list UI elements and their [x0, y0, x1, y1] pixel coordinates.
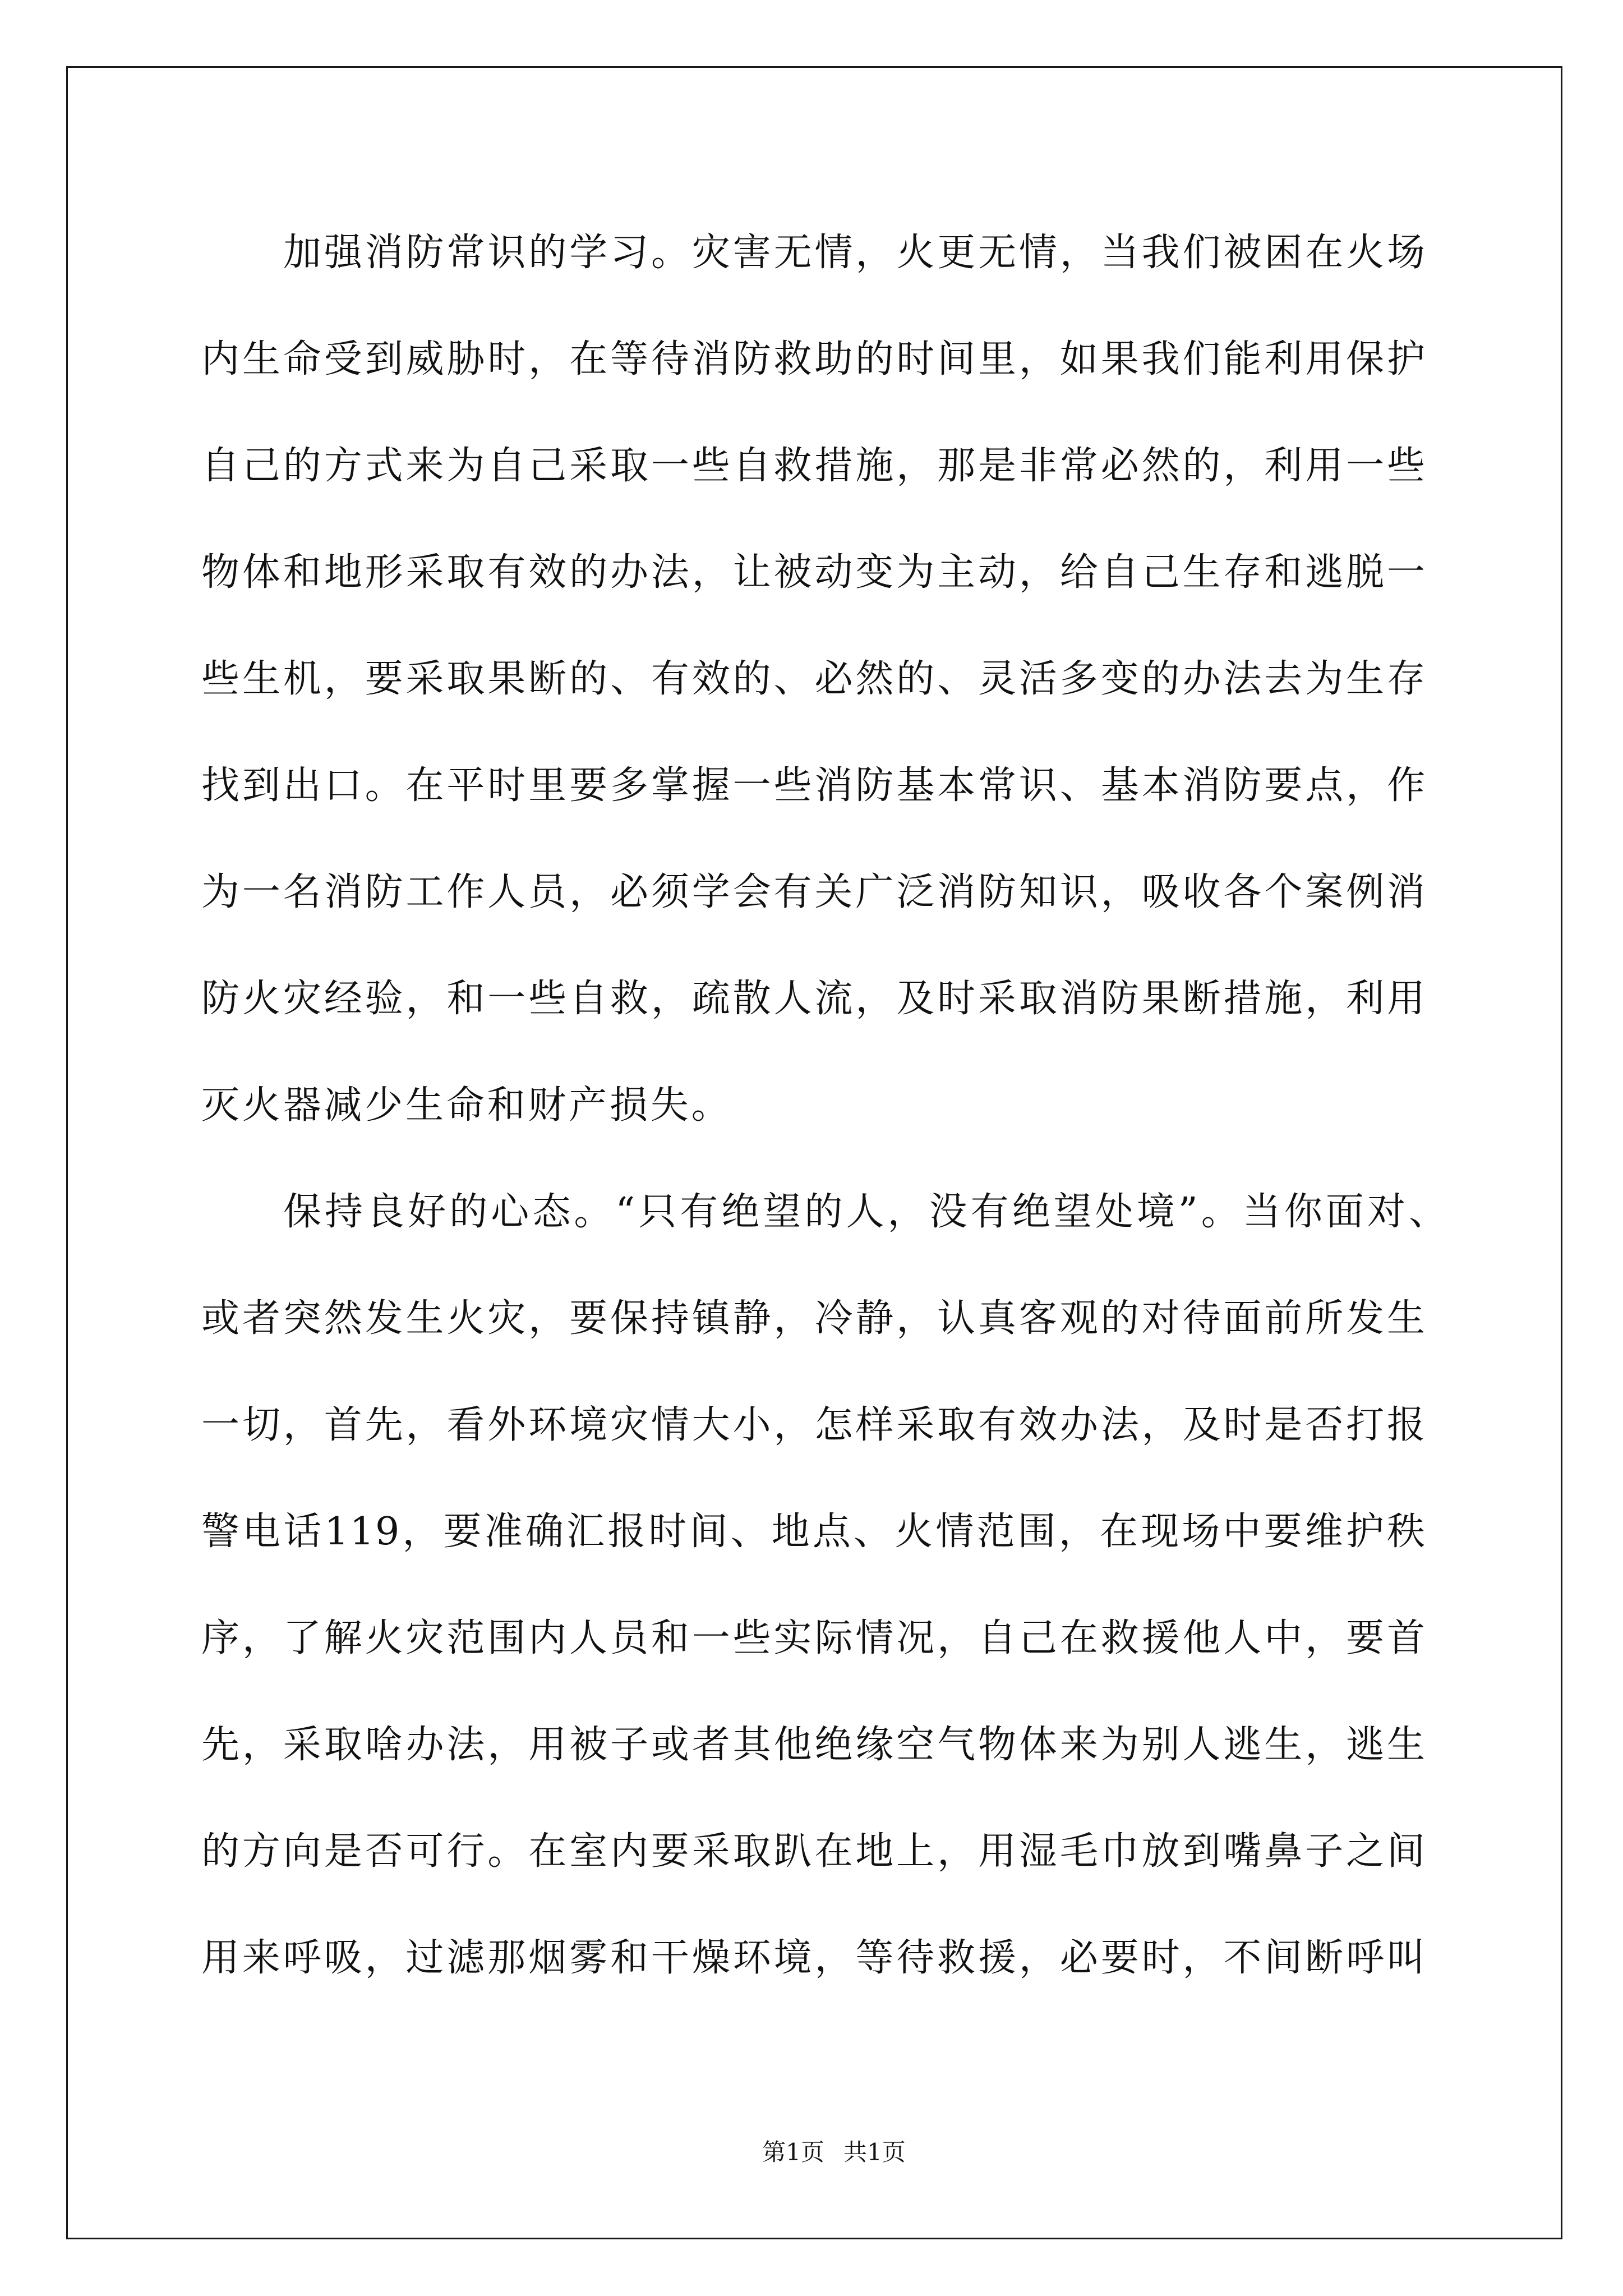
text-line: 自己的方式来为自己采取一些自救措施，那是非常必然的，利用一些 [201, 444, 1426, 488]
paragraph-fire-safety-knowledge [201, 200, 1426, 1159]
page-footer [0, 2138, 1623, 2166]
text-line: 内生命受到威胁时，在等待消防救助的时间里，如果我们能利用保护 [201, 337, 1426, 381]
text-line: 的方向是否可行。在室内要采取趴在地上，用湿毛巾放到嘴鼻子之间 [201, 1829, 1426, 1874]
text-line: 些生机，要采取果断的、有效的、必然的、灵活多变的办法去为生存 [201, 657, 1426, 701]
text-line: 物体和地形采取有效的办法，让被动变为主动，给自己生存和逃脱一 [201, 550, 1426, 595]
text-line: 或者突然发生火灾，要保持镇静，冷静，认真客观的对待面前所发生 [201, 1296, 1426, 1341]
text-line: 保持良好的心态。“只有绝望的人，没有绝望处境”。当你面对、 [283, 1190, 1448, 1234]
text-line: 序，了解火灾范围内人员和一些实际情况，自己在救援他人中，要首 [201, 1616, 1426, 1660]
text-line: 防火灾经验，和一些自救，疏散人流，及时采取消防果断措施，利用 [201, 977, 1426, 1021]
text-line: 先，采取啥办法，用被子或者其他绝缘空气物体来为别人逃生，逃生 [201, 1723, 1426, 1767]
page-number-total: 共1页 [843, 2138, 906, 2166]
text-line: 警电话119，要准确汇报时间、地点、火情范围，在现场中要维护秩 [201, 1510, 1426, 1554]
text-line: 一切，首先，看外环境灾情大小，怎样采取有效办法，及时是否打报 [201, 1403, 1426, 1447]
text-line: 灭火器减少生命和财产损失。 [201, 1083, 732, 1128]
text-line: 为一名消防工作人员，必须学会有关广泛消防知识，吸收各个案例消 [201, 870, 1426, 914]
text-line: 加强消防常识的学习。灾害无情，火更无情，当我们被困在火场 [283, 231, 1426, 275]
paragraph-keep-calm [201, 1159, 1448, 2012]
text-line: 用来呼吸，过滤那烟雾和干燥环境，等待救援，必要时，不间断呼叫 [201, 1936, 1426, 1980]
page-number-current: 第1页 [762, 2138, 824, 2166]
text-line: 找到出口。在平时里要多掌握一些消防基本常识、基本消防要点，作 [201, 763, 1426, 808]
document-body [201, 200, 1448, 2012]
